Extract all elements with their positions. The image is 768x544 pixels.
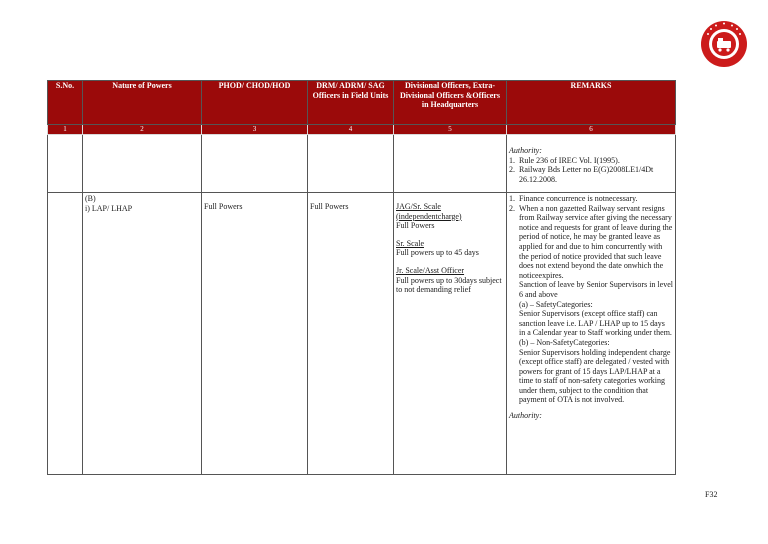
nature-cell bbox=[83, 193, 202, 475]
column-number: 1 bbox=[48, 125, 83, 135]
sr-scale-heading: Sr. Scale bbox=[396, 238, 424, 248]
authority-item: 2. Railway Bds Letter no E(G)2008LE1/4Dt 26.12.2008. bbox=[509, 165, 654, 184]
header-drm-adrm-sag: DRM/ ADRM/ SAG Officers in Field Units bbox=[308, 81, 394, 125]
authority-label: Authority: bbox=[509, 411, 542, 421]
column-number: 6 bbox=[507, 125, 676, 135]
cell-empty bbox=[308, 135, 394, 193]
column-number: 3 bbox=[202, 125, 308, 135]
column-number: 5 bbox=[394, 125, 507, 135]
non-safety-heading: (b) – Non-SafetyCategories: bbox=[519, 337, 610, 347]
remark-item: 1. Finance concurrence is notnecessary. bbox=[509, 194, 638, 203]
jr-scale-heading: Jr. Scale/Asst Officer bbox=[396, 265, 465, 275]
section-label: (B) bbox=[85, 194, 96, 203]
phod-cell: Full Powers bbox=[202, 193, 308, 475]
header-sno: S.No. bbox=[48, 81, 83, 125]
non-safety-text: Senior Supervisors holding independent charge (except office staff) are delegated / vested with powers for grant of 15 days LAP/LHAP at a time to staff of non-safety categories working under them, subject to the condition that payment of OTA is not involved. bbox=[519, 347, 671, 405]
table-row-lap-lhap bbox=[48, 193, 676, 475]
cell-empty bbox=[48, 135, 83, 193]
table-row-authority bbox=[48, 135, 676, 193]
header-divisional-officers: Divisional Officers, Extra-Divisional Officers &Officers in Headquarters bbox=[394, 81, 507, 125]
safety-text: Senior Supervisors (except office staff) can sanction leave i.e. LAP / LHAP up to 15 days in a Calendar year to Staff working under them. bbox=[519, 309, 672, 338]
header-nature-of-powers: Nature of Powers bbox=[83, 81, 202, 125]
header-phod-chod-hod: PHOD/ CHOD/HOD bbox=[202, 81, 308, 125]
cell-empty bbox=[202, 135, 308, 193]
authority-item: 1. Rule 236 of IREC Vol. I(1995). bbox=[509, 155, 620, 165]
column-number: 4 bbox=[308, 125, 394, 135]
table-header-row bbox=[48, 81, 676, 125]
cell-empty bbox=[83, 135, 202, 193]
header-remarks: REMARKS bbox=[507, 81, 676, 125]
remark-item: 2. When a non gazetted Railway servant resigns from Railway service after giving the necessary notice and requests for grant of leave during the period of notice, he may be granted leave as applied for and due to him concurrently with the period of notice provided that such leave does not extend beyond the date onwhich the noticeexpires. bbox=[509, 203, 673, 280]
drm-cell: Full Powers bbox=[308, 193, 394, 475]
indian-railways-logo-icon bbox=[700, 20, 748, 68]
cell-empty bbox=[394, 135, 507, 193]
sno-cell bbox=[48, 193, 83, 475]
sanction-text: Sanction of leave by Senior Supervisors in level 6 and above bbox=[519, 280, 673, 299]
nature-of-power: i) LAP/ LHAP bbox=[85, 203, 133, 213]
authority-remarks-cell bbox=[507, 135, 676, 193]
page-number: F32 bbox=[705, 490, 718, 499]
delegation-of-powers-table bbox=[47, 80, 676, 475]
remarks-cell bbox=[507, 193, 676, 475]
divisional-cell: JAG/Sr. Scale (independentcharge) Full Powers Sr. Scale Full powers up to 45 days Jr. Scale/Asst Officer Full powers up to 30days subject to not demanding relief bbox=[394, 193, 507, 475]
jag-heading: JAG/Sr. Scale (independentcharge) bbox=[396, 202, 462, 221]
safety-heading: (a) – SafetyCategories: bbox=[519, 299, 593, 309]
column-number-row bbox=[48, 125, 676, 135]
authority-label: Authority: bbox=[509, 146, 542, 155]
column-number: 2 bbox=[83, 125, 202, 135]
